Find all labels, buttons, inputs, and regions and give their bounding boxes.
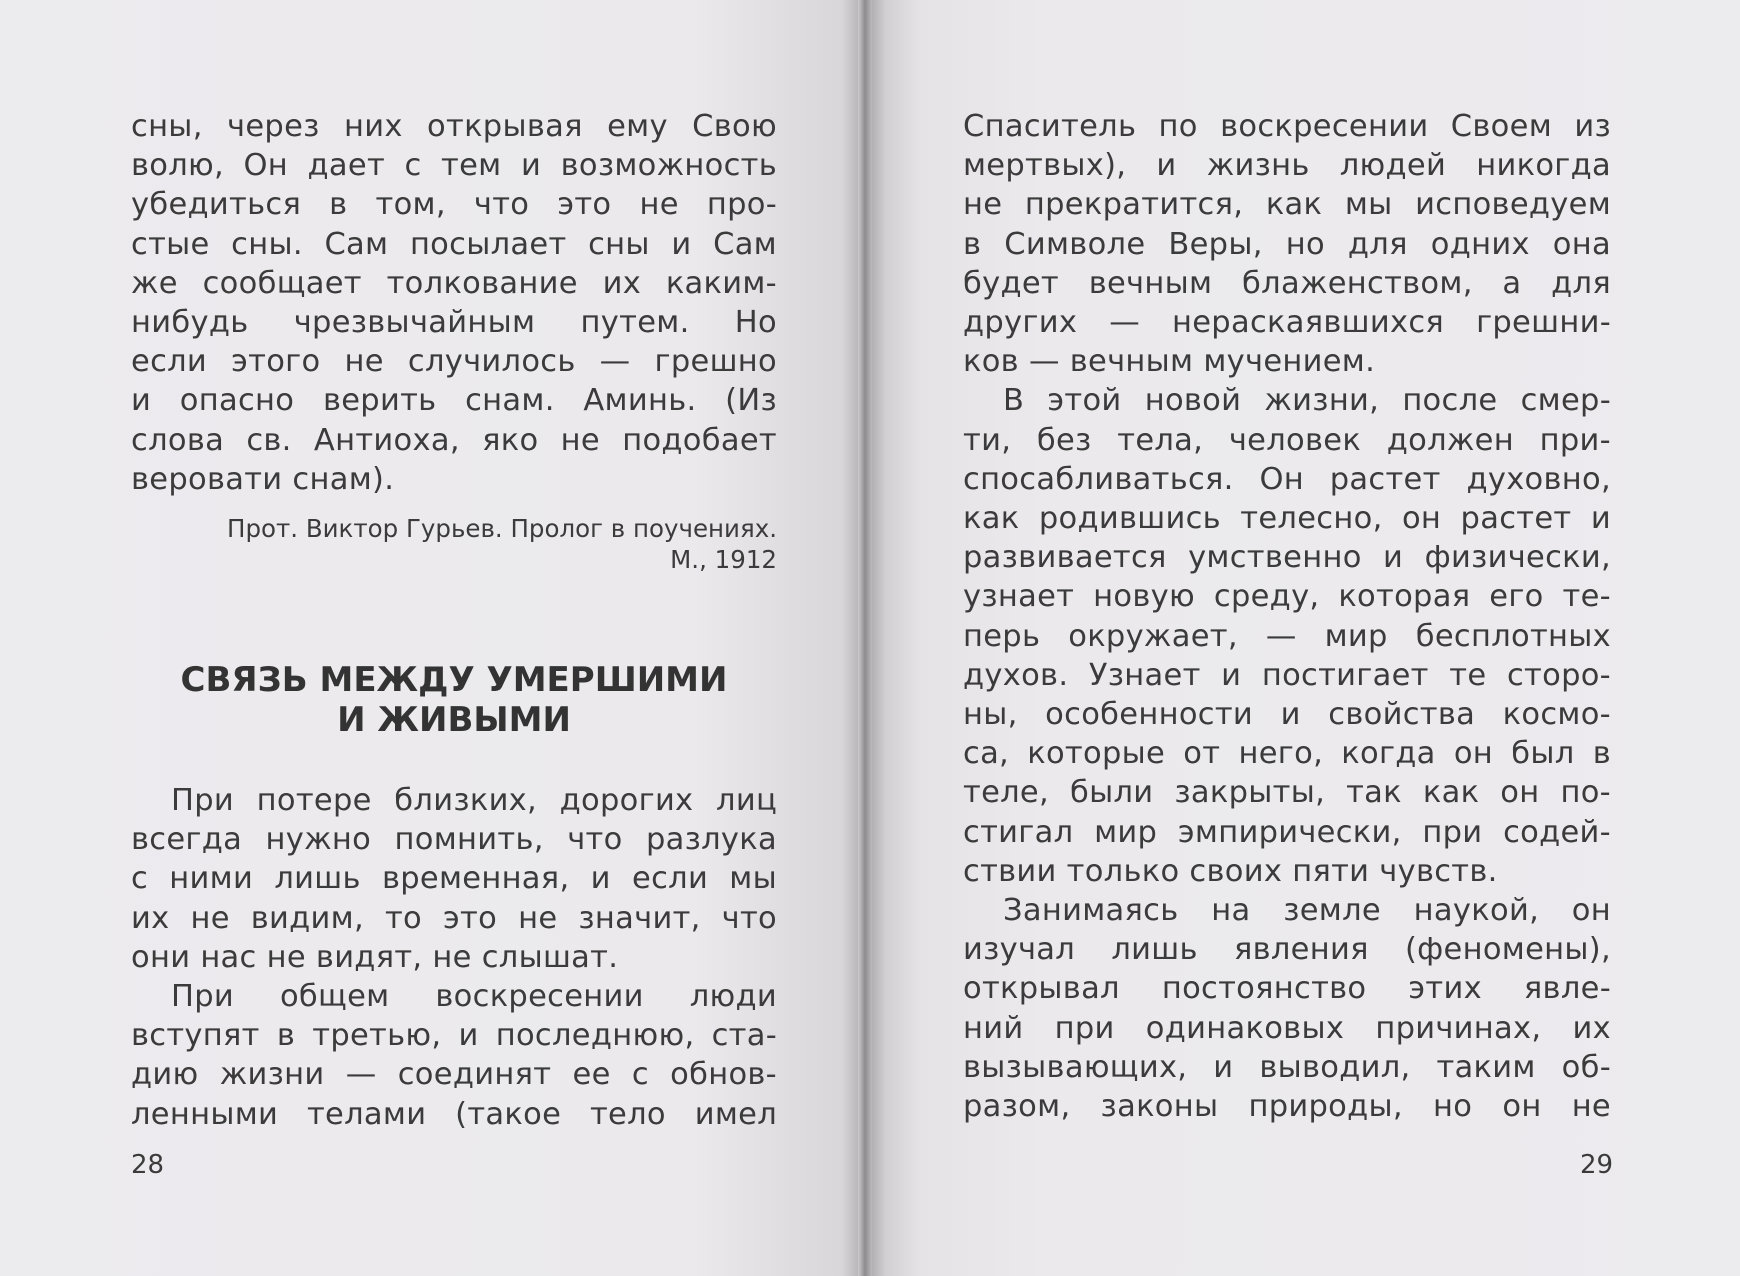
text-line: развивается умственно и физически, [963, 540, 1611, 576]
text-line: При общем воскресении люди [171, 979, 777, 1015]
text-line: са, которые от него, когда он был в [963, 736, 1611, 772]
text-line: как родившись телесно, он растет и [963, 501, 1611, 537]
text-line: вызывающих, и выводил, таким об- [963, 1049, 1611, 1085]
text-line: слова св. Антиоха, яко не подобает [131, 422, 777, 458]
text-line: они нас не видят, не слышат. [131, 939, 619, 975]
text-line: ны, особенности и свойства космо- [963, 697, 1611, 733]
text-line: не прекратится, как мы исповедуем [963, 187, 1611, 223]
text-line: В этой новой жизни, после смер- [1003, 383, 1611, 419]
text-line: теле, были закрыты, так как он по- [963, 775, 1611, 811]
left-paragraphs-2-3 [131, 781, 777, 1134]
text-line: разом, законы природы, но он не [963, 1089, 1611, 1125]
left-page [0, 0, 868, 1276]
text-line: Спаситель по воскресении Своем из [963, 109, 1611, 144]
text-line: открывал постоянство этих явле- [963, 971, 1611, 1007]
citation-line: Прот. Виктор Гурьев. Пролог в поучениях. [227, 514, 777, 543]
text-line: будет вечным блаженством, а для [963, 265, 1611, 301]
text-line: нибудь чрезвычайным путем. Но [131, 305, 777, 341]
text-line: их не видим, то это не значит, что [131, 900, 777, 936]
page-number-right: 29 [1580, 1150, 1614, 1180]
text-line: стые сны. Сам посылает сны и Сам [131, 226, 777, 262]
heading-line: СВЯЗЬ МЕЖДУ УМЕРШИМИ [180, 660, 728, 700]
text-line: узнает новую среду, которая его те- [963, 579, 1611, 615]
text-line: в Символе Веры, но для одних она [963, 226, 1611, 262]
text-line: ков — вечным мучением. [963, 344, 1376, 380]
text-line: волю, Он дает с тем и возможность [131, 148, 777, 184]
left-paragraph-1 [131, 107, 777, 499]
section-heading [131, 660, 777, 740]
text-line: ти, без тела, человек должен при- [963, 422, 1611, 458]
text-line: убедиться в том, что это не про- [131, 187, 777, 223]
right-page [868, 0, 1740, 1276]
text-line: мертвых), и жизнь людей никогда [963, 148, 1611, 184]
text-line: сны, через них открывая ему Свою [131, 109, 777, 144]
text-line: дию жизни — соединят ее с обнов- [131, 1057, 777, 1093]
citation [131, 513, 777, 575]
text-line: спосабливаться. Он растет духовно, [963, 461, 1611, 497]
page-number-left: 28 [131, 1150, 165, 1180]
text-line: других — нераскаявшихся грешни- [963, 305, 1611, 341]
text-line: ленными телами (такое тело имел [131, 1096, 777, 1132]
text-line: веровати снам). [131, 461, 395, 497]
text-line: стигал мир эмпирически, при содей- [963, 814, 1611, 850]
text-line: Занимаясь на земле наукой, он [1003, 893, 1611, 929]
text-line: всегда нужно помнить, что разлука [131, 822, 777, 858]
text-line: ствии только своих пяти чувств. [963, 853, 1498, 889]
text-line: изучал лишь явления (феномены), [963, 932, 1611, 968]
citation-line: М., 1912 [670, 545, 777, 574]
heading-line: И ЖИВЫМИ [337, 700, 571, 740]
right-text [963, 107, 1611, 1126]
text-line: вступят в третью, и последнюю, ста- [131, 1018, 777, 1054]
text-line: же сообщает толкование их каким- [131, 265, 777, 301]
text-line: и опасно верить снам. Аминь. (Из [131, 383, 777, 419]
book-gutter [858, 0, 872, 1276]
text-line: духов. Узнает и постигает те сторо- [963, 657, 1611, 693]
text-line: перь окружает, — мир бесплотных [963, 618, 1611, 654]
text-line: если этого не случилось — грешно [131, 344, 777, 380]
text-line: При потере близких, дорогих лиц [171, 783, 777, 818]
text-line: с ними лишь временная, и если мы [131, 861, 777, 897]
text-line: ний при одинаковых причинах, их [963, 1010, 1611, 1046]
